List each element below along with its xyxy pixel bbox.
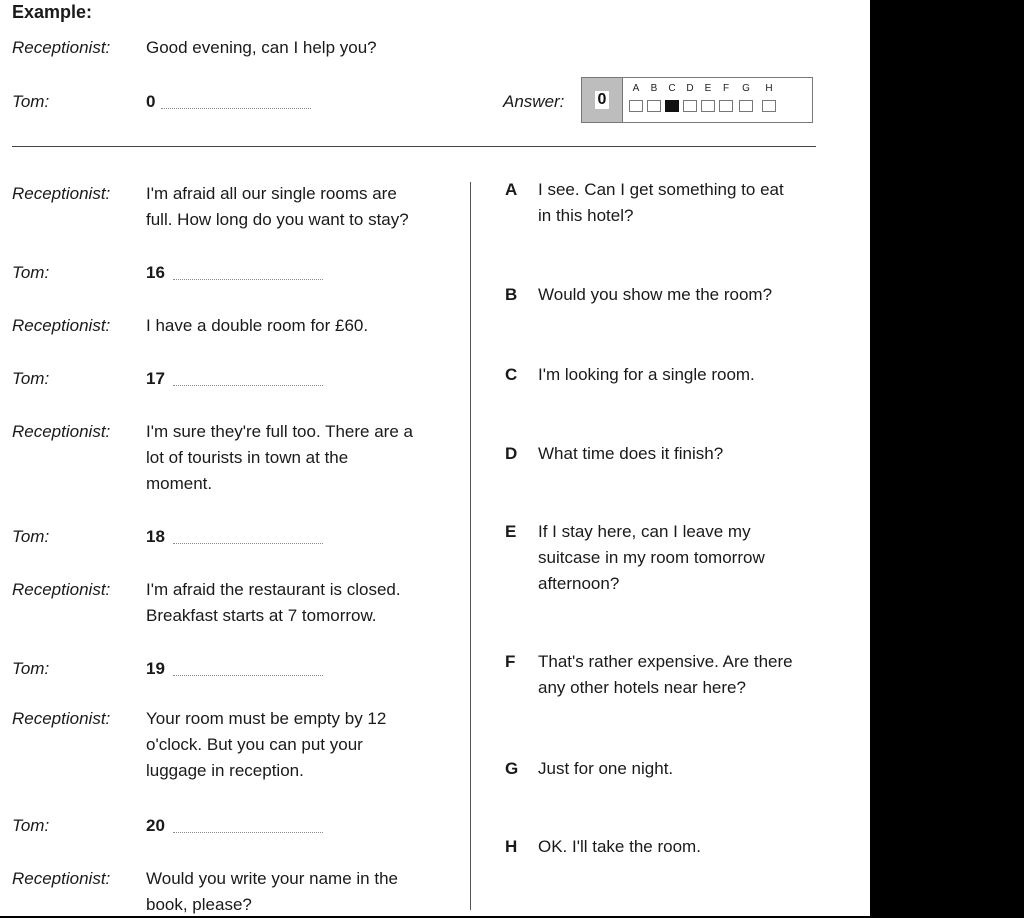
answer-letter-e: E [704, 83, 712, 94]
receptionist-line: full. How long do you want to stay? [146, 210, 409, 229]
option-text: in this hotel? [538, 206, 634, 225]
answer-letter-h: H [765, 83, 773, 94]
tom-speaker: Tom: [12, 369, 50, 388]
answer-label: Answer: [503, 92, 565, 111]
receptionist-line: book, please? [146, 895, 252, 914]
answer-line [173, 832, 323, 833]
answer-letter-f: F [722, 83, 730, 94]
receptionist-line: o'clock. But you can put your [146, 735, 363, 754]
question-number: 17 [146, 369, 165, 388]
option-text: I see. Can I get something to eat [538, 180, 784, 199]
answer-cell-c [665, 100, 679, 112]
example-tom-speaker: Tom: [12, 92, 50, 111]
option-letter-c: C [505, 365, 518, 384]
example-receptionist-speaker: Receptionist: [12, 38, 111, 57]
receptionist-speaker: Receptionist: [12, 580, 111, 599]
option-text: What time does it finish? [538, 444, 724, 463]
section-divider [12, 146, 816, 147]
example-answer-line [161, 108, 311, 109]
example-answer-sheet [581, 77, 813, 123]
receptionist-line: luggage in reception. [146, 761, 304, 780]
answer-cell-a [629, 100, 643, 112]
answer-line [173, 675, 323, 676]
receptionist-line: Your room must be empty by 12 [146, 709, 387, 728]
tom-speaker: Tom: [12, 659, 50, 678]
option-text: suitcase in my room tomorrow [538, 548, 765, 567]
option-text: Would you show me the room? [538, 285, 773, 304]
option-text: I'm looking for a single room. [538, 365, 755, 384]
option-letter-b: B [505, 285, 518, 304]
question-number: 20 [146, 816, 165, 835]
option-text: That's rather expensive. Are there [538, 652, 793, 671]
receptionist-line: Would you write your name in the [146, 869, 398, 888]
answer-item-number: 0 [582, 78, 623, 122]
option-letter-g: G [505, 759, 519, 778]
option-text: OK. I'll take the room. [538, 837, 701, 856]
receptionist-line: moment. [146, 474, 213, 493]
tom-speaker: Tom: [12, 816, 50, 835]
answer-letter-a: A [632, 83, 640, 94]
option-letter-d: D [505, 444, 518, 463]
answer-letter-d: D [686, 83, 694, 94]
question-number: 18 [146, 527, 165, 546]
answer-cell-f [719, 100, 733, 112]
option-letter-h: H [505, 837, 518, 856]
receptionist-line: lot of tourists in town at the [146, 448, 349, 467]
receptionist-line: I have a double room for £60. [146, 316, 369, 335]
option-text: If I stay here, can I leave my [538, 522, 751, 541]
receptionist-speaker: Receptionist: [12, 184, 111, 203]
answer-letter-c: C [668, 83, 676, 94]
receptionist-speaker: Receptionist: [12, 316, 111, 335]
receptionist-speaker: Receptionist: [12, 422, 111, 441]
option-text: any other hotels near here? [538, 678, 746, 697]
answer-letter-b: B [650, 83, 658, 94]
answer-cell-g [739, 100, 753, 112]
answer-cell-d [683, 100, 697, 112]
question-number: 19 [146, 659, 165, 678]
option-text: afternoon? [538, 574, 620, 593]
answer-cell-b [647, 100, 661, 112]
answer-letter-g: G [742, 83, 750, 94]
option-letter-f: F [505, 652, 516, 671]
tom-speaker: Tom: [12, 527, 50, 546]
receptionist-speaker: Receptionist: [12, 869, 111, 888]
column-divider [470, 182, 471, 910]
option-text: Just for one night. [538, 759, 674, 778]
receptionist-line: I'm afraid all our single rooms are [146, 184, 397, 203]
answer-cell-h [762, 100, 776, 112]
answer-line [173, 385, 323, 386]
example-receptionist-line: Good evening, can I help you? [146, 38, 377, 57]
example-tom-number: 0 [146, 92, 156, 111]
question-number: 16 [146, 263, 165, 282]
receptionist-line: Breakfast starts at 7 tomorrow. [146, 606, 377, 625]
answer-cell-e [701, 100, 715, 112]
receptionist-line: I'm afraid the restaurant is closed. [146, 580, 401, 599]
answer-line [173, 543, 323, 544]
answer-line [173, 279, 323, 280]
tom-speaker: Tom: [12, 263, 50, 282]
option-letter-e: E [505, 522, 517, 541]
receptionist-speaker: Receptionist: [12, 709, 111, 728]
receptionist-line: I'm sure they're full too. There are a [146, 422, 413, 441]
example-heading: Example: [12, 2, 93, 22]
option-letter-a: A [505, 180, 518, 199]
